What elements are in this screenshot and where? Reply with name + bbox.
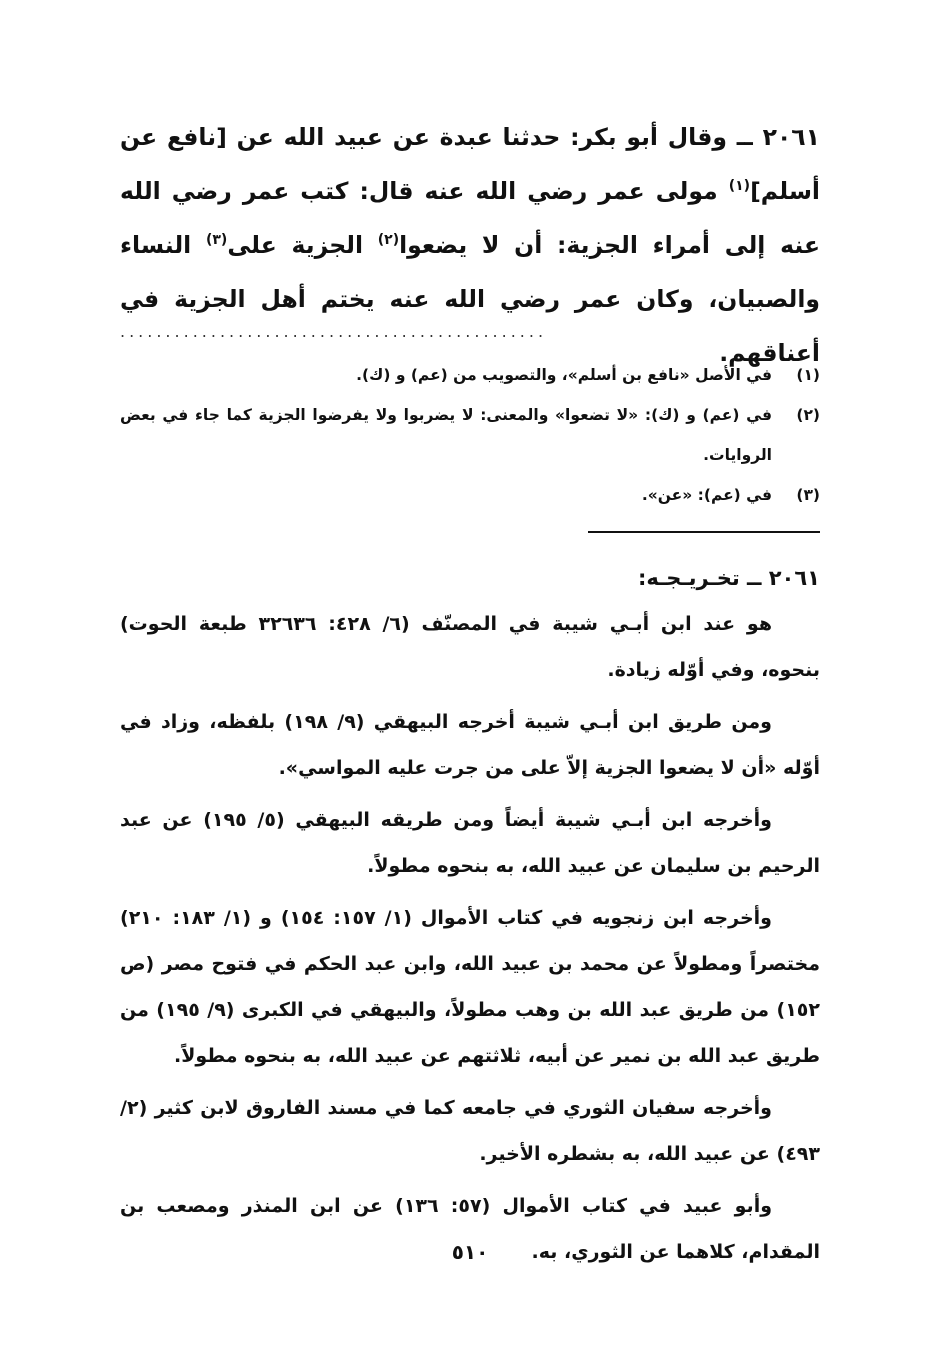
- footnote-text: في (عم): «عن».: [641, 486, 772, 504]
- hadith-text-part: الجزية على: [227, 231, 378, 259]
- takhrij-paragraph: وأبو عبيد في كتاب الأموال (٥٧: ١٣٦) عن ابن المنذر ومصعب بن المقدام، كلاهما عن الثوري، به.: [120, 1195, 820, 1263]
- footnotes: [120, 355, 820, 515]
- footnote-ref-3[interactable]: (٣): [205, 232, 228, 249]
- footnote-text: في (عم) و (ك): «لا تضعوا» والمعنى: لا يضربوا ولا يفرضوا الجزية كما جاء في بعض الروايات.: [120, 406, 772, 464]
- takhrij-section: [120, 555, 820, 1281]
- footnote-number: (١): [796, 366, 820, 384]
- footnote-ref-1[interactable]: (١): [728, 178, 751, 195]
- footnote-item: [120, 355, 820, 395]
- footnote-separator-dots: ...............................................: [120, 322, 548, 341]
- hadith-text-part: النساء والصبيان، وكان عمر رضي الله عنه يختم أهل الجزية في أعناقهم.: [120, 231, 820, 367]
- takhrij-paragraph: وأخرجه ابن زنجويه في كتاب الأموال (١/ ١٥٧: ١٥٤) و (١/ ١٨٣: ٢١٠) مختصراً ومطولاً عن محمد بن عبيد الله، وابن عبد الحكم في فتوح مصر (ص ١٥٢) من طريق عبد الله بن وهب مطولاً، والبيهقي في الكبرى (٩/ ١٩٥) من طريق عبد الله بن نمير عن أبيه، ثلاثتهم عن عبيد الله، به بنحوه مطولاً.: [120, 907, 820, 1067]
- takhrij-paragraph: ومن طريق ابن أبـي شيبة أخرجه البيهقي (٩/ ١٩٨) بلفظه، وزاد في أوّله «أن لا يضعوا الجزية إلاّ على من جرت عليه المواسي».: [120, 711, 820, 779]
- footnote-text: في الأصل «نافع بن أسلم»، والتصويب من (عم) و (ك).: [356, 366, 772, 384]
- footnote-number: (٢): [796, 406, 820, 424]
- section-divider: [588, 531, 820, 533]
- hadith-text-part: مولى عمر رضي الله عنه قال: كتب عمر رضي الله عنه إلى أمراء الجزية: أن لا يضعوا: [120, 177, 820, 259]
- footnote-number: (٣): [796, 486, 820, 504]
- takhrij-paragraph: وأخرجه سفيان الثوري في جامعه كما في مسند الفاروق لابن كثير (٢/ ٤٩٣) عن عبيد الله، به بشطره الأخير.: [120, 1097, 820, 1165]
- footnote-ref-2[interactable]: (٢): [377, 232, 400, 249]
- takhrij-paragraph: وأخرجه ابن أبـي شيبة أيضاً ومن طريقه البيهقي (٥/ ١٩٥) عن عبد الرحيم بن سليمان عن عبيد الله، به بنحوه مطولاً.: [120, 809, 820, 877]
- footnote-item: [120, 395, 820, 475]
- takhrij-paragraph: هو عند ابن أبـي شيبة في المصنّف (٦/ ٤٢٨: ٣٢٦٣٦ طبعة الحوت) بنحوه، وفي أوّله زيادة.: [120, 613, 820, 681]
- footnote-item: [120, 475, 820, 515]
- takhrij-heading: ٢٠٦١ ــ تخـريـجـه:: [637, 566, 820, 590]
- hadith-text-part: ٢٠٦١ ــ وقال أبو بكر: حدثنا عبدة عن عبيد الله عن [نافع عن أسلم]: [120, 123, 820, 205]
- page-number: ٥١٠: [451, 1240, 489, 1264]
